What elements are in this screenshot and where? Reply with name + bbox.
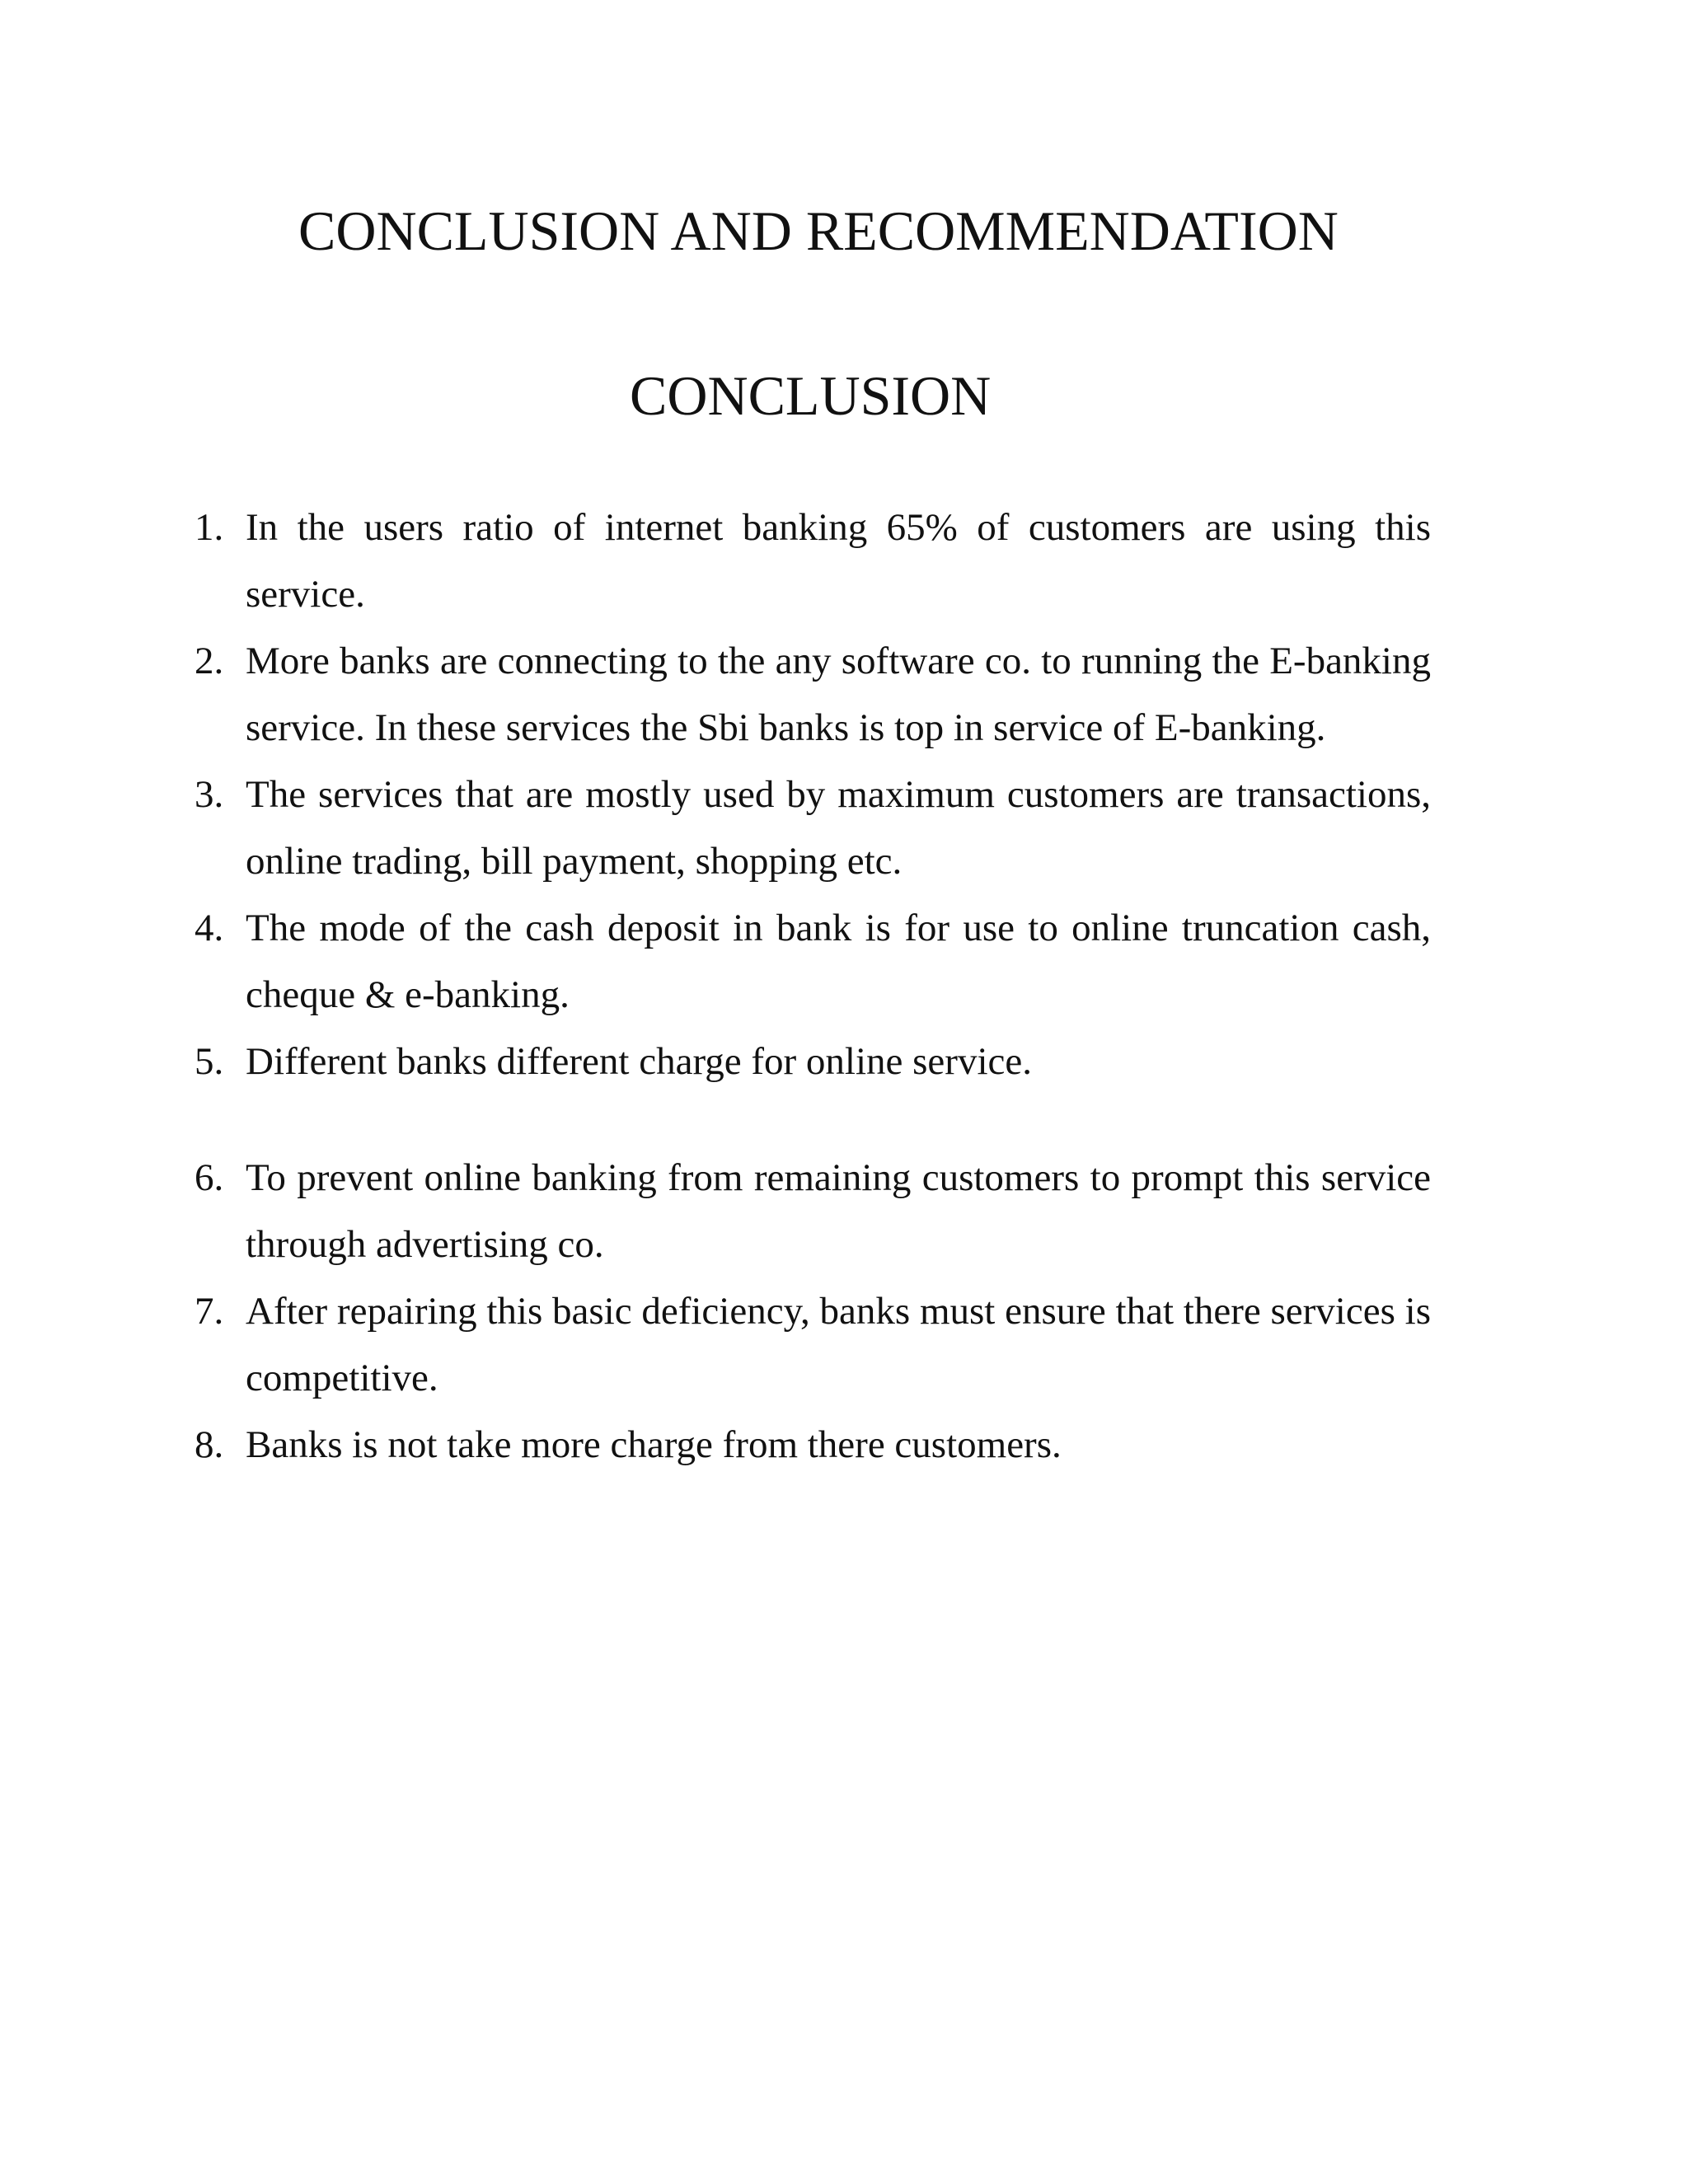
- list-item-number: 1.: [195, 506, 224, 549]
- list-item-text: The services that are mostly used by maximum customers are transactions, online trading, bill payment, shopping etc.: [246, 773, 1431, 883]
- list-item-number: 2.: [195, 640, 224, 682]
- list-item-text: Different banks different charge for online service.: [246, 1040, 1032, 1083]
- list-item: [195, 628, 1431, 762]
- list-item-number: 7.: [195, 1290, 224, 1333]
- list-item: [195, 895, 1431, 1029]
- list-item-text: The mode of the cash deposit in bank is for use to online truncation cash, cheque & e-banking.: [246, 907, 1431, 1016]
- list-item: [195, 1278, 1431, 1412]
- list-item-text: More banks are connecting to the any software co. to running the E-banking service. In these services the Sbi banks is top in service of E-banking.: [246, 640, 1431, 749]
- section-title-conclusion: CONCLUSION: [630, 364, 992, 427]
- list-item-number: 4.: [195, 907, 224, 949]
- list-item-text: To prevent online banking from remaining customers to prompt this service through advertising co.: [246, 1156, 1431, 1266]
- list-item: [195, 1145, 1431, 1278]
- list-item: [195, 1412, 1431, 1479]
- list-item-text: Banks is not take more charge from there customers.: [246, 1423, 1062, 1466]
- list-item-number: 5.: [195, 1040, 224, 1083]
- list-item-text: In the users ratio of internet banking 65% of customers are using this service.: [246, 506, 1431, 616]
- list-item: [195, 494, 1431, 628]
- list-item-text: After repairing this basic deficiency, banks must ensure that there services is competitive.: [246, 1290, 1431, 1399]
- list-item: [195, 762, 1431, 895]
- list-item: [195, 1029, 1431, 1095]
- list-item-number: 8.: [195, 1423, 224, 1466]
- list-item-number: 6.: [195, 1156, 224, 1199]
- list-item-number: 3.: [195, 773, 224, 816]
- conclusion-list: [195, 494, 1431, 1479]
- page-title: CONCLUSION AND RECOMMENDATION: [298, 199, 1339, 262]
